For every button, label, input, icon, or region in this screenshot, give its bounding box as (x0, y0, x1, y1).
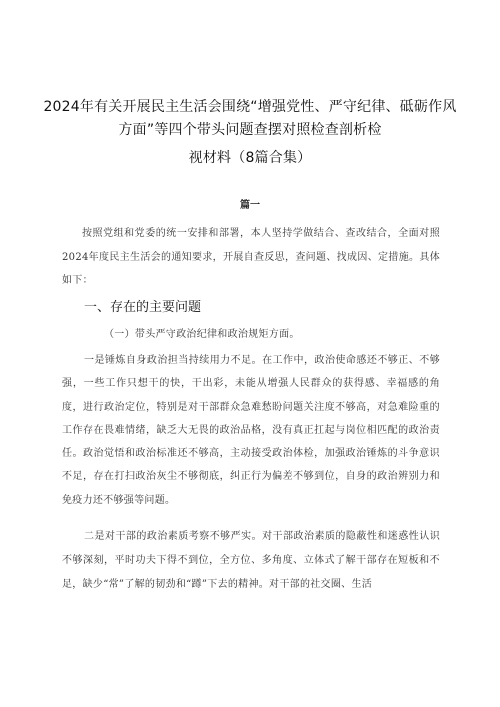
subheading: （一）带头严守政治纪律和政治规矩方面。 (104, 329, 300, 340)
section-heading: 一、存在的主要问题 (84, 300, 202, 315)
document-title-line-3: 视材料（8篇合集） (188, 150, 312, 166)
document-title-line-2: 方面”等四个带头问题查摆对照检查剖析检 (118, 122, 382, 138)
intro-paragraph: 按照党组和党委的统一安排和部署，本人坚持学做结合、查改结合，全面对照2024年度民主生活会的通知要求，开展自查反思，查问题、找成因、定措施。具体如下： (62, 228, 440, 286)
section-label: 篇一 (240, 200, 260, 211)
body-paragraph-1: 一是锤炼自身政治担当持续用力不足。在工作中，政治使命感还不够正、不够强，一些工作只想干的快，干出彩，未能从增强人民群众的获得感、幸福感的角度，进行政治定位，特别是对干部群众急难愁盼问题关注度不够高，对急难险重的工作存在畏难情绪，缺乏大无畏的政治品格，没有真正扛起与岗位相匹配的政治责任。政治觉悟和政治标准还不够高，主动接受政治体检，加强政治锤炼的斗争意识不足，存在打扫政治灰尘不够彻底，纠正行为偏差不够到位，自身的政治辨别力和免疫力还不够强等问题。 (62, 355, 440, 506)
document-title-line-1: 2024年有关开展民主生活会围绕“增强党性、严守纪律、砥砺作风 (43, 99, 457, 115)
body-paragraph-2: 二是对干部的政治素质考察不够严实。对干部政治素质的隐蔽性和迷惑性认识不够深刻，平时功夫下得不到位，全方位、多角度、立体式了解干部存在短板和不足，缺少“常”了解的韧劲和“蹲”下去的精神。对干部的社交圈、生活 (62, 531, 440, 590)
